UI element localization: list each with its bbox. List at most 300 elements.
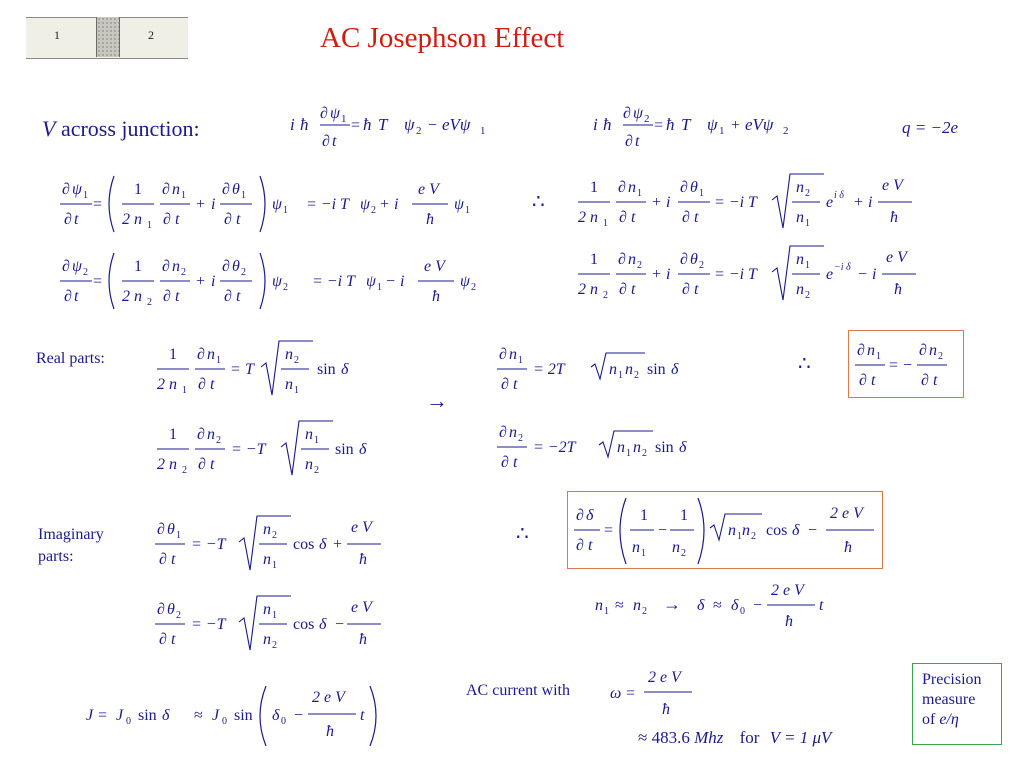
cons-n2: n	[929, 342, 937, 359]
cons-minus: −	[903, 357, 913, 374]
im1-den-partial: ∂	[159, 551, 167, 568]
lp-n1-sub: 1	[604, 606, 609, 617]
r1-psi: ψ	[272, 196, 282, 213]
cons-n2-sub: 2	[938, 351, 943, 362]
pr1-dn-den-partial: ∂	[619, 209, 627, 226]
dn1-2T: = 2T	[533, 361, 565, 378]
pe-delta: δ	[792, 522, 800, 539]
freq-voltage: V = 1 μV	[769, 728, 832, 747]
pr2-one: 1	[590, 251, 598, 268]
lp-delta0: δ	[731, 597, 739, 614]
junction-diagram	[26, 15, 188, 59]
r1-dn-partial: ∂	[162, 181, 170, 198]
re2-sq-n1: n	[305, 426, 313, 443]
eq2-eVpsi: eVψ	[745, 115, 774, 134]
r2-dn-den-partial: ∂	[163, 288, 171, 305]
eq2-num-psi: ψ	[633, 105, 643, 122]
therefore-1	[532, 190, 556, 214]
r2-dth-theta: θ	[232, 258, 240, 275]
pe-num-delta: δ	[586, 507, 594, 524]
im1-den-t: t	[171, 551, 176, 568]
psi2-derivative-eq	[60, 247, 500, 313]
current-eq	[86, 680, 396, 750]
lp-minus: −	[753, 597, 763, 614]
r2-2n: 2 n	[122, 288, 142, 305]
pr1-miT: = −i T	[714, 194, 757, 211]
imaginary-parts-label	[38, 524, 104, 568]
schrodinger-eq-1	[290, 98, 520, 154]
r1-one: 1	[134, 181, 142, 198]
dn2-num-n: n	[509, 424, 517, 441]
eq2-num-sub: 2	[644, 113, 650, 125]
junction-barrier	[96, 17, 120, 57]
im1-num-sub: 1	[176, 530, 181, 541]
pr2-e: e	[826, 266, 834, 283]
cur-J0b: J	[212, 707, 220, 724]
r1-num-psi: ψ	[72, 181, 82, 198]
r1-dn-sub: 1	[181, 190, 186, 201]
eq1-num-partial: ∂	[320, 105, 328, 122]
lp-delta: δ	[697, 597, 705, 614]
dn1-eq	[495, 335, 695, 401]
cons-n2-partial: ∂	[919, 342, 927, 359]
im1-hbar: ħ	[359, 551, 367, 568]
lp-n1: n	[595, 597, 603, 614]
schrodinger-eq-2	[593, 98, 823, 154]
dn2-num-partial: ∂	[499, 424, 507, 441]
im2-sq-n1: n	[263, 601, 271, 618]
pr1-hbar: ħ	[890, 209, 898, 226]
eq1-den-t: t	[332, 133, 337, 150]
im2-mT: = −T	[191, 616, 226, 633]
re1-eq: =	[231, 361, 241, 378]
eq1-i: i	[290, 115, 295, 134]
pr2-dn-den-t: t	[631, 281, 636, 298]
pr1-i2: i	[868, 194, 873, 211]
pr1-2n: 2 n	[578, 209, 598, 226]
im2-sq-n1-sub: 1	[272, 610, 277, 621]
linear-phase-eq	[595, 578, 845, 638]
r1-num-partial: ∂	[62, 181, 70, 198]
eq2-i: i	[593, 115, 598, 134]
pe-hbar: ħ	[844, 539, 852, 556]
im2-sq-n2-sub: 2	[272, 640, 277, 651]
dn1-den-t: t	[513, 376, 518, 393]
r1-psi1-sub: 1	[465, 205, 470, 216]
r1-dth-den-partial: ∂	[224, 211, 232, 228]
lp-arrow: →	[663, 594, 681, 614]
dn1-delta: δ	[671, 361, 679, 378]
im2-den-partial: ∂	[159, 631, 167, 648]
pe-n2-sub: 2	[681, 548, 686, 559]
pe-n2: n	[672, 539, 680, 556]
pr1-sq-n2: n	[796, 179, 804, 196]
re1-dn-n: n	[207, 346, 215, 363]
cons-den2-t: t	[933, 372, 938, 389]
cons-den1-partial: ∂	[859, 372, 867, 389]
real-parts-label: Real parts:	[36, 350, 105, 367]
pe-den-t: t	[588, 537, 593, 554]
re2-dn-partial: ∂	[197, 426, 205, 443]
re1-2n: 2 n	[157, 376, 177, 393]
pr1-dn-sub: 1	[637, 188, 642, 199]
r2-dn-partial: ∂	[162, 258, 170, 275]
eq2-hbar: ħ	[603, 115, 612, 134]
re2-sq-n2: n	[305, 456, 313, 473]
cur-J0-sub: 0	[126, 716, 131, 727]
lp-t: t	[819, 597, 824, 614]
therefore-2-symbol: ∴	[798, 353, 811, 375]
pr2-dth-sub: 2	[699, 260, 704, 271]
r2-2n-sub: 2	[147, 297, 152, 308]
re1-dn-den-partial: ∂	[198, 376, 206, 393]
eq1-hbar: ħ	[300, 115, 309, 134]
r2-i2: i	[400, 273, 405, 290]
om-omega: ω	[610, 685, 622, 702]
dn1-sq-n2-sub: 2	[634, 370, 639, 381]
cur-J0b-sub: 0	[222, 716, 227, 727]
dn2-sq-n1-sub: 1	[626, 448, 631, 459]
r1-psi2: ψ	[360, 196, 370, 213]
re1-one: 1	[169, 346, 177, 363]
im1-mT: = −T	[191, 536, 226, 553]
pr2-dth-den-t: t	[694, 281, 699, 298]
pr1-sq-n1: n	[796, 209, 804, 226]
pe-minus: −	[658, 522, 668, 539]
om-eq: =	[626, 685, 636, 702]
r2-psi2-sub: 2	[471, 282, 476, 293]
freq-unit: Mhz	[694, 728, 724, 747]
eq2-hbar2: ħ	[666, 115, 675, 134]
eq1-psi1-sub: 1	[480, 125, 486, 137]
pe-2eV: 2 e V	[830, 505, 863, 522]
dn1-sq-n1-sub: 1	[618, 370, 623, 381]
implies-arrow	[426, 390, 456, 414]
r1-dn-den-t: t	[175, 211, 180, 228]
pr2-sq-n2: n	[796, 281, 804, 298]
r1-psi-sub: 1	[283, 205, 288, 216]
im2-num-theta: θ	[167, 601, 175, 618]
r1-dn-n: n	[172, 181, 180, 198]
pe-n1: n	[632, 539, 640, 556]
dn1-num-sub: 1	[518, 355, 523, 366]
lp-approx2: ≈	[713, 597, 722, 614]
r2-dth-den-partial: ∂	[224, 288, 232, 305]
freq-for: for	[739, 728, 760, 747]
pr1-dn-den-t: t	[631, 209, 636, 226]
pe-eq: =	[604, 522, 614, 539]
im1-plus: +	[333, 536, 343, 553]
pr2-minus: −	[858, 266, 868, 283]
real-eq-2	[155, 415, 385, 481]
im2-den-t: t	[171, 631, 176, 648]
lp-delta0-sub: 0	[740, 606, 745, 617]
pr1-plus: +	[652, 194, 662, 211]
imaginary-label-line1: Imaginary	[38, 526, 104, 543]
r2-psi: ψ	[272, 273, 282, 290]
r1-psi2-sub: 2	[371, 205, 376, 216]
dn2-den-t: t	[513, 454, 518, 471]
cur-approx: ≈	[194, 707, 203, 724]
om-hbar: ħ	[662, 701, 670, 718]
lp-hbar: ħ	[785, 613, 793, 630]
cur-t: t	[360, 707, 365, 724]
pe-sq-n1: n	[728, 522, 736, 539]
therefore-2	[798, 352, 822, 376]
re1-dn-den-t: t	[210, 376, 215, 393]
re1-sq-n2-sub: 2	[294, 355, 299, 366]
eq2-psi1: ψ	[707, 115, 718, 134]
pr1-dn-n: n	[628, 179, 636, 196]
eq1-num-psi: ψ	[330, 105, 340, 122]
dn2-sq-n2: n	[633, 439, 641, 456]
cur-sin: sin	[138, 707, 157, 724]
precision-line2: measure	[922, 691, 976, 708]
eq1-psi2: ψ	[404, 115, 415, 134]
re1-dn-partial: ∂	[197, 346, 205, 363]
conservation-box	[848, 330, 964, 398]
implies-arrow-symbol: →	[426, 388, 448, 413]
cur-delta0: δ	[272, 707, 280, 724]
pr2-i2: i	[872, 266, 877, 283]
pr2-dth-theta: θ	[690, 251, 698, 268]
pr1-dth-den-partial: ∂	[682, 209, 690, 226]
r2-dth-partial: ∂	[222, 258, 230, 275]
im1-delta: δ	[319, 536, 327, 553]
pr2-dth-den-partial: ∂	[682, 281, 690, 298]
r1-eV: e V	[418, 181, 439, 198]
pr2-sq-n1-sub: 1	[805, 260, 810, 271]
ac-current-label: AC current with	[466, 682, 570, 699]
pr2-dn-partial: ∂	[618, 251, 626, 268]
imag-eq-1	[153, 510, 393, 576]
im2-num-partial: ∂	[157, 601, 165, 618]
r1-hbar: ħ	[426, 211, 434, 228]
r2-i: i	[211, 273, 216, 290]
lp-approx1: ≈	[615, 597, 624, 614]
r1-dth-theta: θ	[232, 181, 240, 198]
re1-2n-sub: 1	[182, 385, 187, 396]
r1-miT: = −i T	[306, 196, 349, 213]
r1-plus2: +	[380, 196, 390, 213]
r1-plus: +	[196, 196, 206, 213]
pe-sq-n1-sub: 1	[737, 531, 742, 542]
re2-one: 1	[169, 426, 177, 443]
cons-n1: n	[867, 342, 875, 359]
cur-minus: −	[294, 707, 304, 724]
pe-one1: 1	[640, 507, 648, 524]
re2-dn-n: n	[207, 426, 215, 443]
pr1-dth-den-t: t	[694, 209, 699, 226]
r1-i: i	[211, 196, 216, 213]
pr1-dth-theta: θ	[690, 179, 698, 196]
r2-dn-sub: 2	[181, 267, 186, 278]
pr2-sq-n1: n	[796, 251, 804, 268]
dn1-sin: sin	[647, 361, 666, 378]
re1-T: T	[245, 361, 254, 378]
pr2-dn-sub: 2	[637, 260, 642, 271]
lp-n2-sub: 2	[642, 606, 647, 617]
page-title: AC Josephson Effect	[320, 22, 565, 54]
dn1-num-partial: ∂	[499, 346, 507, 363]
re2-sin: sin	[335, 441, 354, 458]
im2-minus: −	[335, 616, 345, 633]
re2-sq-n1-sub: 1	[314, 435, 319, 446]
pr2-plus: +	[652, 266, 662, 283]
pe-one2: 1	[680, 507, 688, 524]
r2-plus: +	[196, 273, 206, 290]
pr1-i: i	[666, 194, 671, 211]
region-2-label: 2	[148, 28, 154, 42]
im2-hbar: ħ	[359, 631, 367, 648]
r2-eq: =	[93, 273, 103, 290]
r2-one: 1	[134, 258, 142, 275]
pr1-exp: i δ	[834, 190, 844, 201]
therefore-1-symbol: ∴	[532, 191, 545, 213]
pr1-plus2: +	[854, 194, 864, 211]
r1-num-sub: 1	[83, 190, 88, 201]
pr1-dn-partial: ∂	[618, 179, 626, 196]
charge-eq	[902, 115, 982, 141]
eq2-psi2-sub: 2	[783, 125, 789, 137]
charge-eq-text: q = −2e	[902, 118, 958, 137]
eq1-hbar2: ħ	[363, 115, 372, 134]
re1-sq-n1-sub: 1	[294, 385, 299, 396]
re1-sq-n1: n	[285, 376, 293, 393]
r2-psi1-sub: 1	[377, 282, 382, 293]
pr2-sq-n2-sub: 2	[805, 290, 810, 301]
pr2-hbar: ħ	[894, 281, 902, 298]
eq2-den-t: t	[635, 133, 640, 150]
im1-cos: cos	[293, 536, 315, 553]
r2-den-t: t	[74, 288, 79, 305]
eq2-equals: =	[654, 117, 664, 134]
cons-eq: =	[889, 357, 899, 374]
eq2-psi1-sub: 1	[719, 125, 725, 137]
eq1-den-partial: ∂	[322, 133, 330, 150]
pr2-dn-den-partial: ∂	[619, 281, 627, 298]
v-across-text: across junction:	[55, 116, 200, 141]
r1-dth-partial: ∂	[222, 181, 230, 198]
v-across-label	[42, 116, 200, 142]
pr2-miT: = −i T	[714, 266, 757, 283]
im1-eV: e V	[351, 519, 372, 536]
lp-n2: n	[633, 597, 641, 614]
r2-num-psi: ψ	[72, 258, 82, 275]
r1-2n-sub: 1	[147, 220, 152, 231]
pe-n1-sub: 1	[641, 548, 646, 559]
r2-num-sub: 2	[83, 267, 88, 278]
pr1-dth-sub: 1	[699, 188, 704, 199]
re2-dn-den-partial: ∂	[198, 456, 206, 473]
pr2-2n: 2 n	[578, 281, 598, 298]
dn2-sq-n2-sub: 2	[642, 448, 647, 459]
pr2-dn-n: n	[628, 251, 636, 268]
pr2-eV: e V	[886, 249, 907, 266]
r2-dn-den-t: t	[175, 288, 180, 305]
pr1-one: 1	[590, 179, 598, 196]
r2-miT: = −i T	[312, 273, 355, 290]
pr1-sq-n2-sub: 2	[805, 188, 810, 199]
cons-n1-sub: 1	[876, 351, 881, 362]
re2-2n-sub: 2	[182, 465, 187, 476]
re2-dn-den-t: t	[210, 456, 215, 473]
eq2-T: T	[681, 115, 691, 134]
pr2-2n-sub: 2	[603, 290, 608, 301]
precision-ratio: e/η	[939, 711, 959, 728]
eq1-eVpsi: eVψ	[442, 115, 471, 134]
cons-den1-t: t	[871, 372, 876, 389]
re1-dn-sub: 1	[216, 355, 221, 366]
pe-sq-n2-sub: 2	[751, 531, 756, 542]
eq1-T: T	[378, 115, 388, 134]
pr1-dth-partial: ∂	[680, 179, 688, 196]
cur-J: J	[86, 707, 94, 724]
r1-den-t: t	[74, 211, 79, 228]
imag-eq-2	[153, 590, 393, 656]
r2-hbar: ħ	[432, 288, 440, 305]
pe-cos: cos	[766, 522, 788, 539]
precision-line3	[922, 710, 1001, 730]
precision-line1: Precision	[922, 671, 982, 688]
dn2-delta: δ	[679, 439, 687, 456]
lp-2eV: 2 e V	[771, 582, 804, 599]
pe-sq-n2: n	[742, 522, 750, 539]
r2-num-partial: ∂	[62, 258, 70, 275]
r2-psi1: ψ	[366, 273, 376, 290]
re2-mT: = −T	[231, 441, 266, 458]
r1-den-partial: ∂	[64, 211, 72, 228]
omega-eq	[610, 664, 710, 724]
dn2-m2T: = −2T	[533, 439, 576, 456]
dn2-sq-n1: n	[617, 439, 625, 456]
r2-dth-den-t: t	[236, 288, 241, 305]
pr1-2n-sub: 1	[603, 218, 608, 229]
re1-sin: sin	[317, 361, 336, 378]
im1-sq-n2-sub: 2	[272, 530, 277, 541]
cur-hbar: ħ	[326, 723, 334, 740]
re2-delta: δ	[359, 441, 367, 458]
re2-sq-n2-sub: 2	[314, 465, 319, 476]
v-symbol: V	[42, 116, 56, 141]
eq1-minus: −	[428, 117, 438, 134]
r2-den-partial: ∂	[64, 288, 72, 305]
re2-dn-sub: 2	[216, 435, 221, 446]
precision-note-box	[912, 663, 1002, 745]
re1-sq-n2: n	[285, 346, 293, 363]
dn1-num-n: n	[509, 346, 517, 363]
r2-psi-sub: 2	[283, 282, 288, 293]
r2-minus: −	[386, 273, 396, 290]
therefore-3-symbol: ∴	[516, 523, 529, 545]
imaginary-label-line2: parts:	[38, 548, 74, 565]
cons-den2-partial: ∂	[921, 372, 929, 389]
cur-sin2: sin	[234, 707, 253, 724]
precision-of: of	[922, 711, 940, 728]
eq1-num-sub: 1	[341, 113, 347, 125]
r1-dth-den-t: t	[236, 211, 241, 228]
dn2-num-sub: 2	[518, 433, 523, 444]
cur-eq: =	[98, 707, 108, 724]
eq2-num-partial: ∂	[623, 105, 631, 122]
dn2-den-partial: ∂	[501, 454, 509, 471]
r1-dn-den-partial: ∂	[163, 211, 171, 228]
eq1-psi2-sub: 2	[416, 125, 422, 137]
phase-eq-1	[576, 168, 926, 234]
pr2-exp: −i δ	[834, 262, 851, 273]
r1-dth-sub: 1	[241, 190, 246, 201]
im2-sq-n2: n	[263, 631, 271, 648]
